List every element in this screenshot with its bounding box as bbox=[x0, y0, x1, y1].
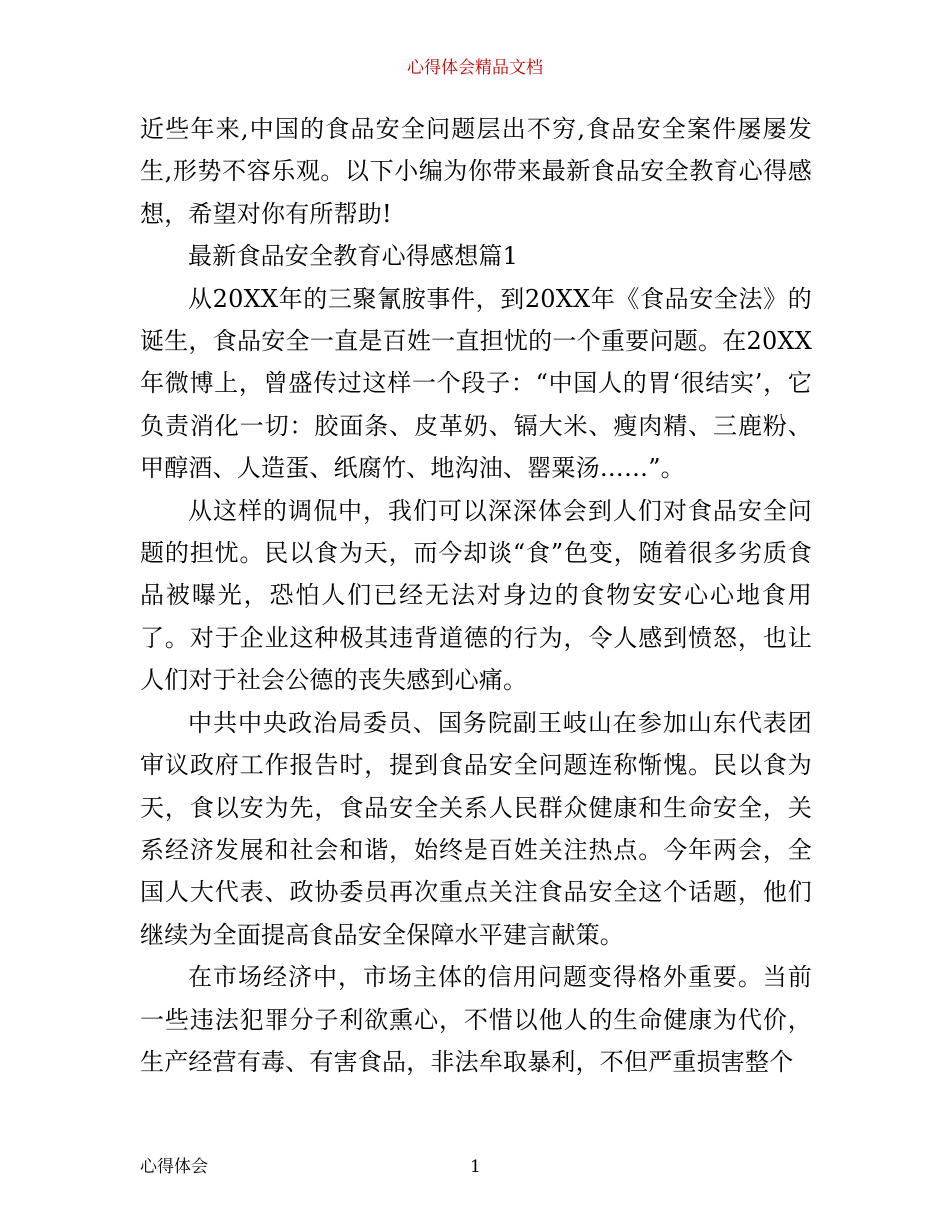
page-header-title: 心得体会精品文档 bbox=[407, 58, 543, 78]
body-paragraph: 从这样的调侃中，我们可以深深体会到人们对食品安全问题的担忧。民以食为天，而今却谈“食”色变，随着很多劣质食品被曝光，恐怕人们已经无法对身边的食物安安心心地食用了。对于企业这种极其违背道德的行为，令人感到愤怒，也让人们对于社会公德的丧失感到心痛。 bbox=[140, 496, 812, 695]
document-body bbox=[140, 108, 812, 1083]
body-paragraph: 在市场经济中，市场主体的信用问题变得格外重要。当前一些违法犯罪分子利欲熏心，不惜以他人的生命健康为代价，生产经营有毒、有害食品，非法牟取暴利，不但严重损害整个 bbox=[140, 963, 812, 1076]
intro-paragraph: 近些年来,中国的食品安全问题层出不穷,食品安全案件屡屡发生,形势不容乐观。以下小编为你带来最新食品安全教育心得感想，希望对你有所帮助! bbox=[140, 115, 812, 228]
body-paragraph: 中共中央政治局委员、国务院副王岐山在参加山东代表团审议政府工作报告时，提到食品安全问题连称惭愧。民以食为天，食以安为先，食品安全关系人民群众健康和生命安全，关系经济发展和社会和谐，始终是百姓关注热点。今年两会，全国人大代表、政协委员再次重点关注食品安全这个话题，他们继续为全面提高食品安全保障水平建言献策。 bbox=[140, 708, 812, 949]
body-paragraph: 从20XX年的三聚氰胺事件，到20XX年《食品安全法》的诞生，食品安全一直是百姓一直担忧的一个重要问题。在20XX年微博上，曾盛传过这样一个段子：“中国人的胃‘很结实’，它负责消化一切：胶面条、皮革奶、镉大米、瘦肉精、三鹿粉、甲醇酒、人造蛋、纸腐竹、地沟油、罂粟汤……”。 bbox=[140, 284, 812, 483]
section-heading: 最新食品安全教育心得感想篇1 bbox=[188, 242, 519, 271]
footer-label: 心得体会 bbox=[140, 1157, 208, 1177]
page-number: 1 bbox=[470, 1157, 481, 1177]
page-footer bbox=[140, 1156, 812, 1178]
